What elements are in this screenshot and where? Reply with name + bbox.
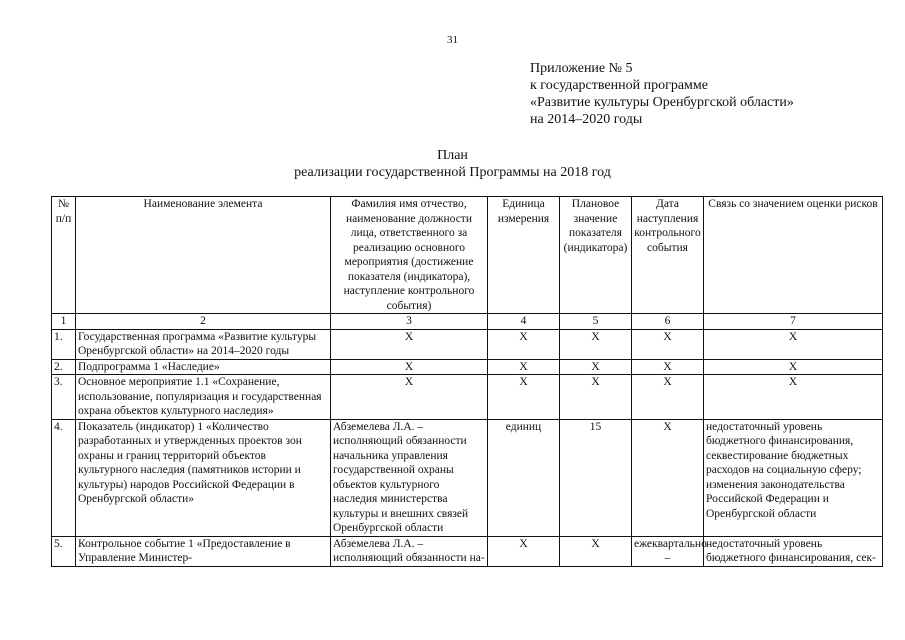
- appendix-heading: [530, 60, 794, 128]
- appendix-line-2: к государственной программе: [530, 78, 708, 93]
- row-date: Х: [632, 375, 704, 420]
- row-responsible: Абземелева Л.А. – исполняющий обязанности на-: [331, 536, 488, 566]
- header-risk: Связь со значением оценки рисков: [704, 197, 883, 314]
- table-row: [52, 359, 883, 375]
- row-unit: Х: [488, 536, 560, 566]
- table-header-row: [52, 197, 883, 314]
- page-number: 31: [447, 34, 458, 46]
- column-number: 5: [560, 314, 632, 330]
- appendix-line-4: на 2014–2020 годы: [530, 112, 643, 127]
- row-name: Контрольное событие 1 «Предоставление в Управление Министер-: [76, 536, 331, 566]
- row-responsible: Х: [331, 359, 488, 375]
- row-num: 5.: [52, 536, 76, 566]
- column-number: 2: [76, 314, 331, 330]
- row-planned: Х: [560, 359, 632, 375]
- row-risk: недостаточный уровень бюджетного финансирования, секвестирование бюджетных расходов на социальную сферу; изменения законодательства Российской Федерации и Оренбургской области: [704, 419, 883, 536]
- row-unit: Х: [488, 375, 560, 420]
- row-name: Подпрограмма 1 «Наследие»: [76, 359, 331, 375]
- row-num: 2.: [52, 359, 76, 375]
- row-planned: Х: [560, 329, 632, 359]
- plan-title: [0, 147, 905, 181]
- row-planned: Х: [560, 536, 632, 566]
- row-num: 4.: [52, 419, 76, 536]
- header-unit: Единица измерения: [488, 197, 560, 314]
- row-name: Показатель (индикатор) 1 «Количество разработанных и утвержденных проектов зон охраны и границ территорий объектов культурного наследия (памятников истории и культуры) народов Российской Федерации в Оренбургской области»: [76, 419, 331, 536]
- row-date: ежеквартально –: [632, 536, 704, 566]
- row-date: Х: [632, 329, 704, 359]
- row-risk: Х: [704, 329, 883, 359]
- plan-title-line-2: реализации государственной Программы на 2018 год: [294, 165, 611, 180]
- row-name: Государственная программа «Развитие культуры Оренбургской области» на 2014–2020 годы: [76, 329, 331, 359]
- row-num: 3.: [52, 375, 76, 420]
- row-planned: Х: [560, 375, 632, 420]
- appendix-line-3: «Развитие культуры Оренбургской области»: [530, 95, 794, 110]
- header-num: № п/п: [52, 197, 76, 314]
- row-unit: Х: [488, 329, 560, 359]
- row-name: Основное мероприятие 1.1 «Сохранение, использование, популяризация и государственная охрана объектов культурного наследия»: [76, 375, 331, 420]
- column-number: 4: [488, 314, 560, 330]
- header-date: Дата наступления контрольного события: [632, 197, 704, 314]
- row-responsible: Абземелева Л.А. – исполняющий обязанности начальника управления государственной охраны объектов культурного наследия министерства культуры и внешних связей Оренбургской области: [331, 419, 488, 536]
- plan-table: [51, 196, 883, 567]
- column-number: 1: [52, 314, 76, 330]
- appendix-line-1: Приложение № 5: [530, 61, 633, 76]
- row-date: Х: [632, 359, 704, 375]
- column-number: 6: [632, 314, 704, 330]
- header-name: Наименование элемента: [76, 197, 331, 314]
- plan-title-line-1: План: [437, 148, 468, 163]
- row-responsible: Х: [331, 375, 488, 420]
- row-responsible: Х: [331, 329, 488, 359]
- column-number: 7: [704, 314, 883, 330]
- row-unit: единиц: [488, 419, 560, 536]
- row-risk: Х: [704, 359, 883, 375]
- table-row: [52, 375, 883, 420]
- row-num: 1.: [52, 329, 76, 359]
- header-responsible: Фамилия имя отчество, наименование должности лица, ответственного за реализацию основного мероприятия (достижение показателя (индикатора), наступление контрольного события): [331, 197, 488, 314]
- table-row: [52, 329, 883, 359]
- table-row: [52, 419, 883, 536]
- row-risk: недостаточный уровень бюджетного финансирования, сек-: [704, 536, 883, 566]
- row-planned: 15: [560, 419, 632, 536]
- column-number-row: [52, 314, 883, 330]
- row-date: Х: [632, 419, 704, 536]
- header-planned: Плановое значение показателя (индикатора): [560, 197, 632, 314]
- table-row: [52, 536, 883, 566]
- row-unit: Х: [488, 359, 560, 375]
- row-risk: Х: [704, 375, 883, 420]
- column-number: 3: [331, 314, 488, 330]
